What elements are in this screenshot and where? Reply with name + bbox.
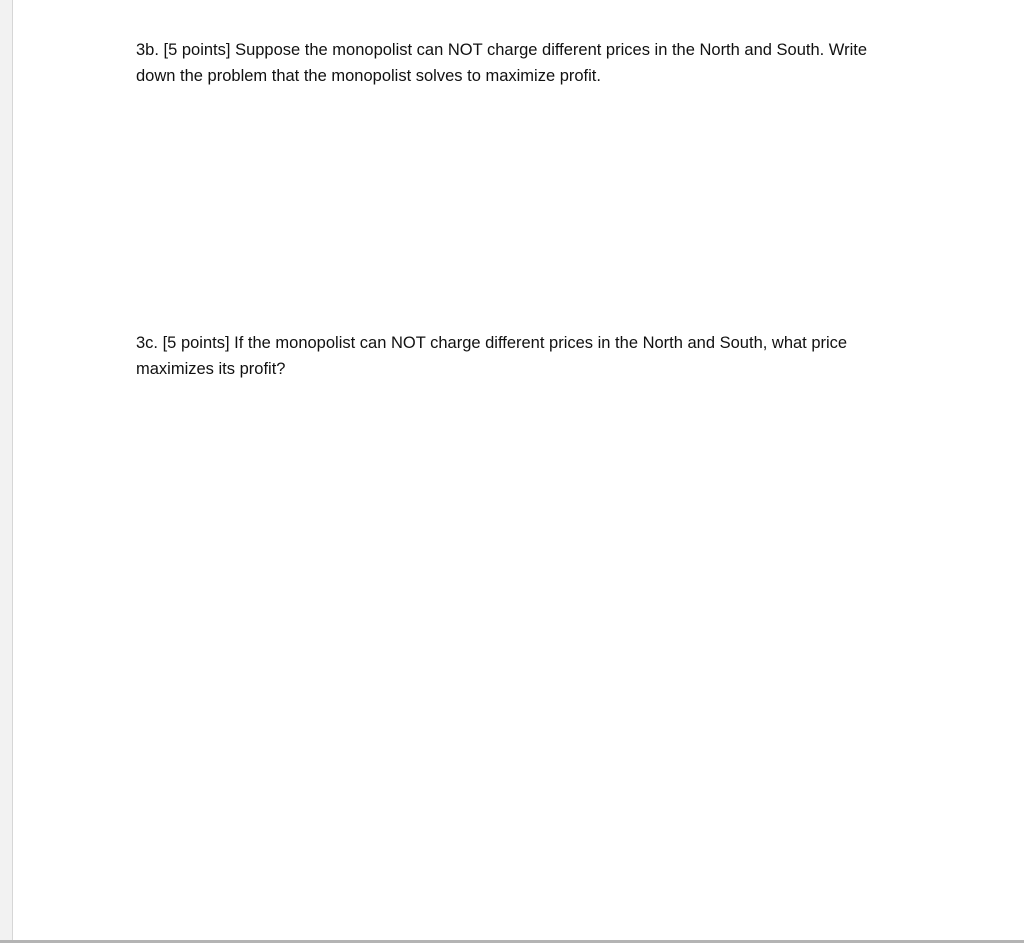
question-3b-line-2: down the problem that the monopolist solves to maximize profit. [136,67,601,85]
question-3c-line-1: 3c. [5 points] If the monopolist can NOT charge different prices in the North and South, what price [136,334,848,352]
document-page [12,0,1024,940]
question-3c-line-2: maximizes its profit? [136,360,286,378]
question-3b-line-1: 3b. [5 points] Suppose the monopolist can NOT charge different prices in the North and South. Write [136,41,868,59]
question-3c [136,330,936,382]
question-3b [136,37,936,89]
